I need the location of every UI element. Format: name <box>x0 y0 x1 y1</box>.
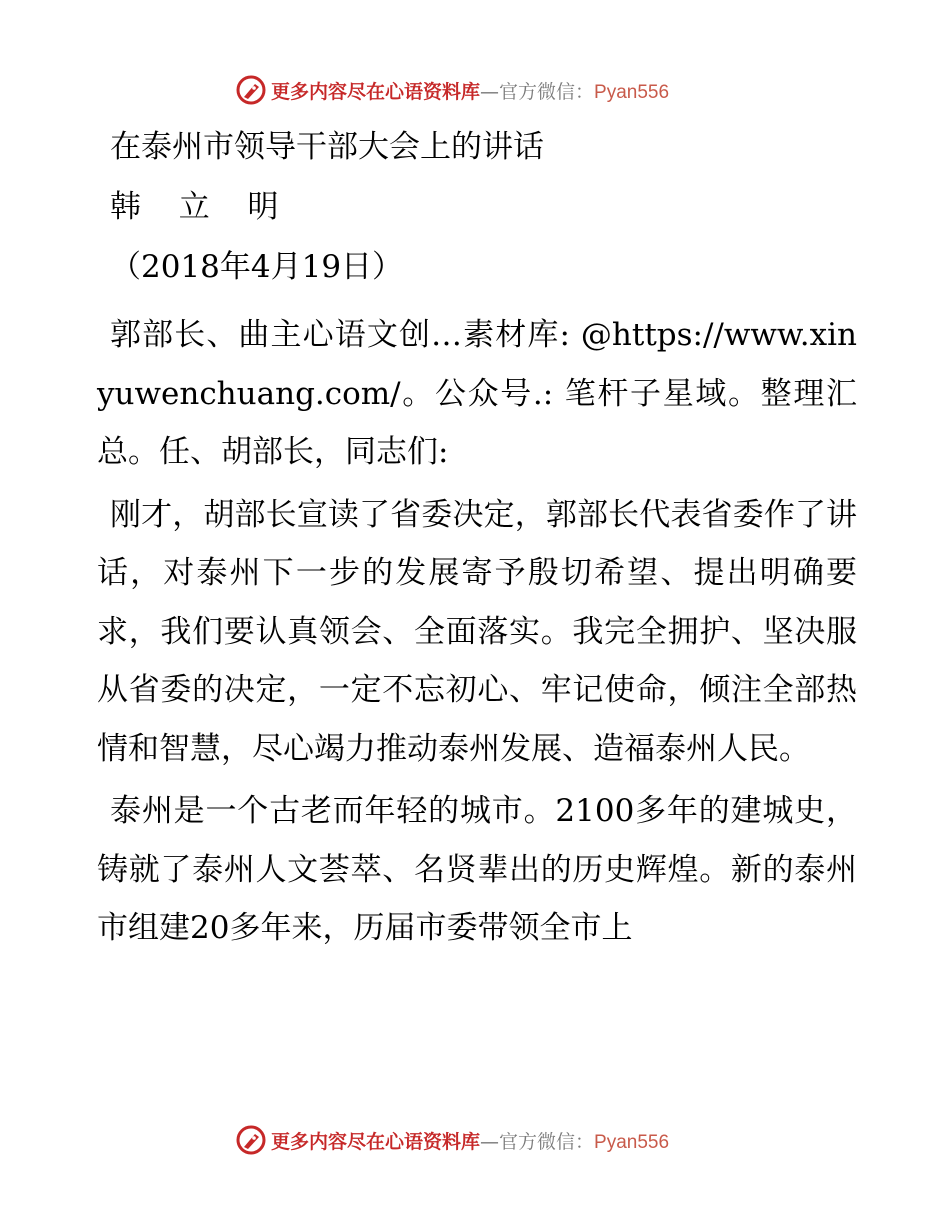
watermark-footer <box>235 1122 715 1158</box>
paragraph-2: 泰州是一个古老而年轻的城市。2100多年的建城史，铸就了泰州人文荟萃、名贤辈出的历史辉煌。新的泰州市组建20多年来，历届市委带领全市上 <box>97 793 857 946</box>
pen-nib-logo-icon <box>235 1124 267 1156</box>
watermark-header <box>235 72 715 108</box>
watermark-wechat-label: 官方微信： <box>499 1130 595 1153</box>
pen-nib-logo-icon <box>235 74 267 106</box>
watermark-separator: — <box>480 80 500 103</box>
watermark-text <box>271 1127 669 1154</box>
watermark-main: 更多内容尽在心语资料库 <box>271 1130 481 1153</box>
document-body <box>97 122 857 962</box>
document-date: （2018年4月19日） <box>110 249 404 285</box>
paragraph-salutation: 郭部长、曲主心语文创…素材库: @https://www.xinyuwenchuang.com/。公众号.: 笔杆子星域。整理汇总。任、胡部长，同志们: <box>97 317 857 470</box>
document-title: 在泰州市领导干部大会上的讲话 <box>110 129 544 165</box>
document-author: 韩 立 明 <box>110 189 293 225</box>
watermark-separator: — <box>480 1130 500 1153</box>
watermark-wechat-id: Pyan556 <box>594 1131 670 1153</box>
watermark-main: 更多内容尽在心语资料库 <box>271 80 481 103</box>
paragraph-1: 刚才，胡部长宣读了省委决定，郭部长代表省委作了讲话，对泰州下一步的发展寄予殷切希望、提出明确要求，我们要认真领会、全面落实。我完全拥护、坚决服从省委的决定，一定不忘初心、牢记使命，倾注全部热情和智慧，尽心竭力推动泰州发展、造福泰州人民。 <box>97 496 857 767</box>
watermark-wechat-label: 官方微信： <box>499 80 595 103</box>
watermark-text <box>271 77 669 104</box>
watermark-wechat-id: Pyan556 <box>594 81 670 103</box>
